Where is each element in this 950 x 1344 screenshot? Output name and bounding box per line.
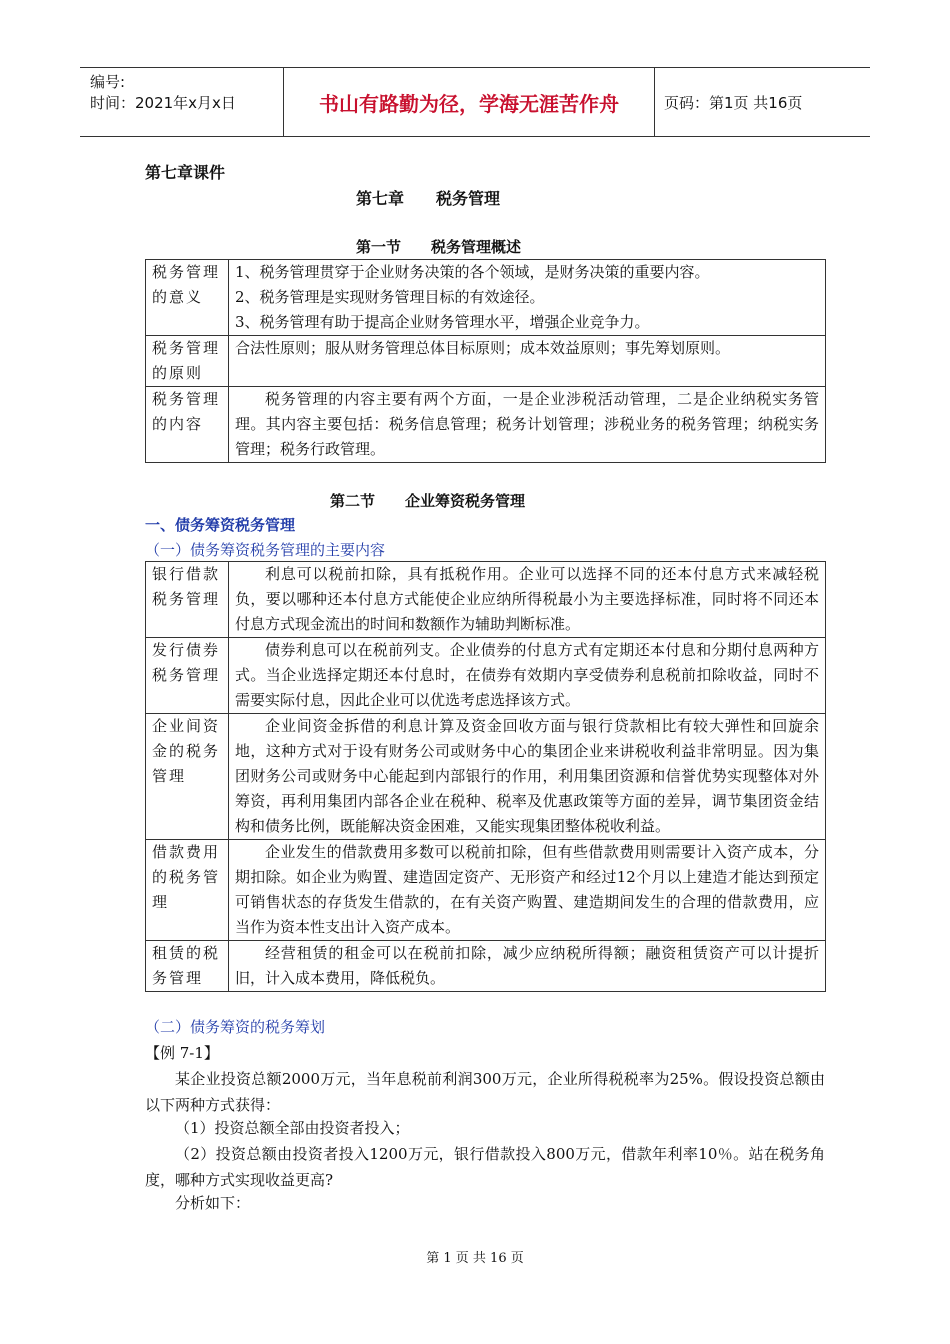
- list-item: 3、税务管理有助于提高企业财务管理水平，增强企业竞争力。: [235, 313, 650, 331]
- row-label: 税务管理的意义: [146, 260, 229, 336]
- table-row: [146, 840, 826, 941]
- table-row: [146, 941, 826, 992]
- row-content: 合法性原则；服从财务管理总体目标原则；成本效益原则；事先筹划原则。: [229, 336, 826, 387]
- example-item-1: （1）投资总额全部由投资者投入；: [175, 1119, 410, 1137]
- list-item: 1、税务管理贯穿于企业财务决策的各个领域，是财务决策的重要内容。: [235, 263, 710, 281]
- example-paragraph: 某企业投资总额2000万元，当年息税前利润300万元，企业所得税税率为25%。假设投资总额由以下两种方式获得：: [145, 1070, 825, 1114]
- header-page-info: 页码：第1页 共16页: [664, 94, 803, 112]
- table-row: [146, 387, 826, 463]
- row-content: 企业间资金拆借的利息计算及资金回收方面与银行贷款相比有较大弹性和回旋余地，这种方式对于设有财务公司或财务中心的集团企业来讲税收利益非常明显。因为集团财务公司或财务中心能起到内部银行的作用，利用集团资源和信誉优势实现整体对外筹资，再利用集团内部各企业在税种、税率及优惠政策等方面的差异，调节集团资金结构和债务比例，既能解决资金困难，又能实现集团整体税收利益。: [229, 714, 826, 840]
- page-footer: 第 1 页 共 16 页: [426, 1251, 524, 1266]
- row-label: 发行债券税务管理: [146, 638, 229, 714]
- debt-financing-table: [145, 561, 826, 992]
- row-label: 企业间资金的税务管理: [146, 714, 229, 840]
- heading-debt-financing: 一、债务筹资税务管理: [145, 516, 296, 534]
- header-number-label: 编号:: [90, 73, 126, 91]
- subheading-tax-planning: （二）债务筹资的税务筹划: [145, 1018, 326, 1036]
- table-row: [146, 638, 826, 714]
- table-row: [146, 562, 826, 638]
- chapter-title: 第七章 税务管理: [356, 189, 501, 208]
- subheading-main-content: （一）债务筹资税务管理的主要内容: [145, 541, 386, 559]
- row-label: 银行借款税务管理: [146, 562, 229, 638]
- row-content: 企业发生的借款费用多数可以税前扣除，但有些借款费用则需要计入资产成本，分期扣除。如企业为购置、建造固定资产、无形资产和经过12个月以上建造才能达到预定可销售状态的存货发生借款的，在有关资产购置、建造期间发生的合理的借款费用，应当作为资本性支出计入资产成本。: [229, 840, 826, 941]
- example-label: 【例 7-1】: [145, 1044, 219, 1062]
- courseware-title: 第七章课件: [145, 163, 226, 182]
- example-item-2: （2）投资总额由投资者投入1200万元，银行借款投入800万元，借款年利率10％。站在税务角度，哪种方式实现收益更高?: [145, 1145, 825, 1189]
- row-content: 经营租赁的租金可以在税前扣除，减少应纳税所得额；融资租赁资产可以计提折旧，计入成本费用，降低税负。: [229, 941, 826, 992]
- row-content: 利息可以税前扣除，具有抵税作用。企业可以选择不同的还本付息方式来减轻税负，要以哪种还本付息方式能使企业应纳所得税最小为主要选择标准，同时将不同还本付息方式现金流出的时间和数额作为辅助判断标准。: [229, 562, 826, 638]
- row-label: 租赁的税务管理: [146, 941, 229, 992]
- page-header: [80, 67, 870, 137]
- row-label: 税务管理的内容: [146, 387, 229, 463]
- header-meta: [90, 72, 236, 114]
- row-label: 税务管理的原则: [146, 336, 229, 387]
- section2-title: 第二节 企业筹资税务管理: [330, 492, 526, 510]
- row-content: 债券利息可以在税前列支。企业债券的付息方式有定期还本付息和分期付息两种方式。当企业选择定期还本付息时，在债券有效期内享受债券利息税前扣除收益，同时不需要实际付息，因此企业可以优选考虑选择该方式。: [229, 638, 826, 714]
- row-content: 税务管理的内容主要有两个方面，一是企业涉税活动管理，二是企业纳税实务管理。其内容主要包括：税务信息管理；税务计划管理；涉税业务的税务管理；纳税实务管理；税务行政管理。: [229, 387, 826, 463]
- table-row: [146, 260, 826, 336]
- row-label: 借款费用的税务管理: [146, 840, 229, 941]
- table-row: [146, 714, 826, 840]
- analysis-label: 分析如下：: [175, 1194, 251, 1212]
- header-time-label: 时间：2021年x月x日: [90, 94, 236, 112]
- header-slogan: 书山有路勤为径，学海无涯苦作舟: [319, 91, 619, 116]
- header-slogan-box: [283, 68, 655, 136]
- row-content: [229, 260, 826, 336]
- list-item: 2、税务管理是实现财务管理目标的有效途径。: [235, 288, 545, 306]
- tax-overview-table: [145, 259, 826, 463]
- table-row: [146, 336, 826, 387]
- section1-title: 第一节 税务管理概述: [356, 238, 522, 256]
